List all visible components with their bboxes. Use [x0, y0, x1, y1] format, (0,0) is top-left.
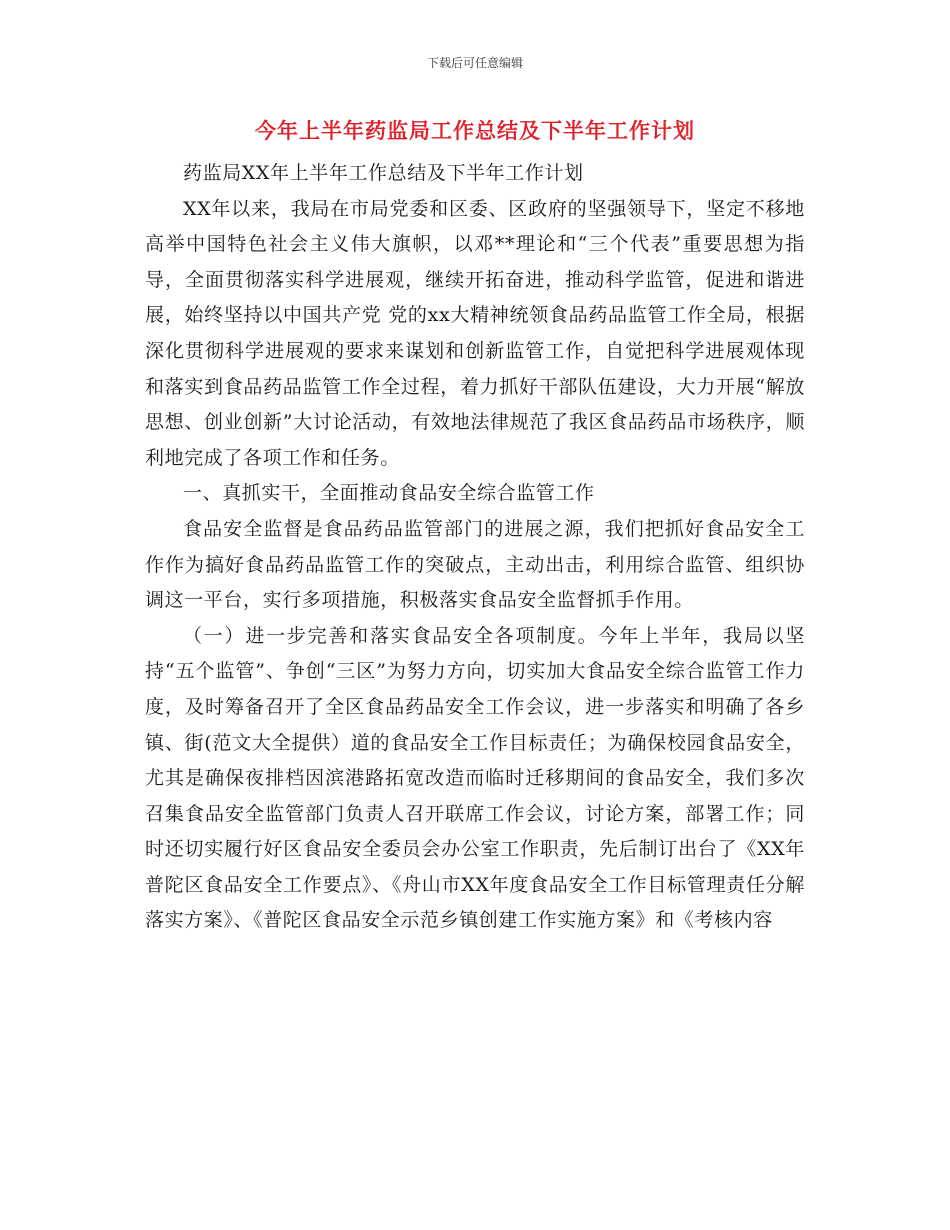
document-body — [145, 156, 805, 939]
paragraph-section-1: 食品安全监督是食品药品监管部门的进展之源，我们把抓好食品安全工作作为搞好食品药品监管工作的突破点，主动出击，利用综合监管、组织协调这一平台，实行多项措施，积极落实食品安全监督抓手作用。 — [145, 517, 805, 612]
paragraph-intro: XX年以来，我局在市局党委和区委、区政府的坚强领导下，坚定不移地高举中国特色社会主义伟大旗帜，以邓**理论和“三个代表”重要思想为指导，全面贯彻落实科学进展观，继续开拓奋进，推动科学监管，促进和谐进展，始终坚持以中国共产党 党的xx大精神统领食品药品监管工作全局，根据深化贯彻科学进展观的要求来谋划和创新监管工作，自觉把科学进展观体现和落实到食品药品监管工作全过程，着力抓好干部队伍建设，大力开展“解放思想、创业创新”大讨论活动，有效地法律规范了我区食品药品市场秩序，顺利地完成了各项工作和任务。 — [145, 197, 805, 469]
page-header-note: 下载后可任意编辑 — [426, 56, 523, 70]
paragraph-subtitle: 药监局XX年上半年工作总结及下半年工作计划 — [183, 162, 584, 184]
document-title: 今年上半年药监局工作总结及下半年工作计划 — [255, 119, 695, 143]
paragraph-subsection-1: （一）进一步完善和落实食品安全各项制度。今年上半年，我局以坚持“五个监管”、争创“三区”为努力方向，切实加大食品安全综合监管工作力度，及时筹备召开了全区食品药品安全工作会议，进一步落实和明确了各乡镇、街(范文大全提供）道的食品安全工作目标责任；为确保校园食品安全，尤其是确保夜排档因滨港路拓宽改造而临时迁移期间的食品安全，我们多次召集食品安全监管部门负责人召开联席工作会议，讨论方案，部署工作；同时还切实履行好区食品安全委员会办公室工作职责，先后制订出台了《XX年普陀区食品安全工作要点》、《舟山市XX年度食品安全工作目标管理责任分解落实方案》、《普陀区食品安全示范乡镇创建工作实施方案》和《考核内容 — [145, 624, 805, 932]
section-heading-1: 一、真抓实干，全面推动食品安全综合监管工作 — [183, 482, 595, 505]
